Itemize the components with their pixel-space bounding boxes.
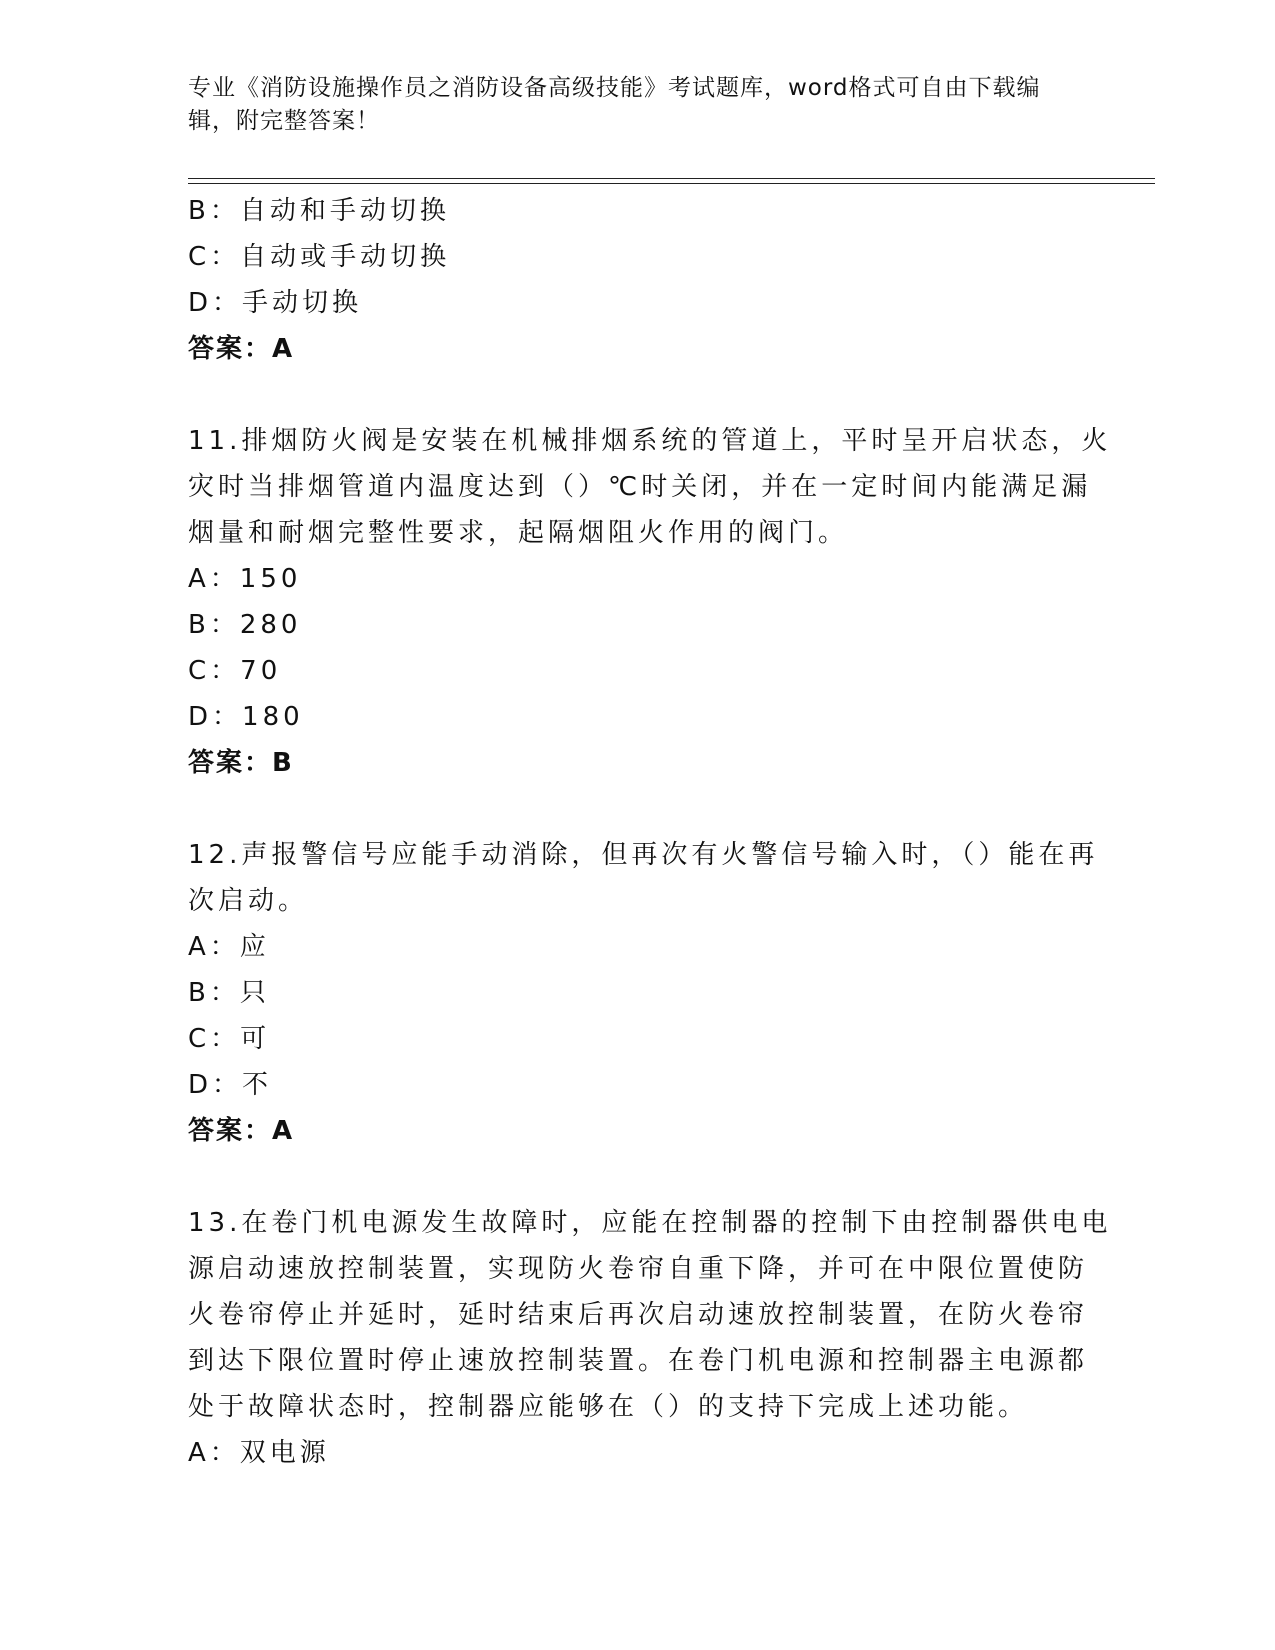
- spacer: [188, 1154, 1088, 1200]
- spacer: [188, 786, 1088, 832]
- header-line-1: 专业《消防设施操作员之消防设备高级技能》考试题库，word格式可自由下载编: [188, 75, 1041, 101]
- option-c: C：自动或手动切换: [188, 242, 451, 272]
- question-text-line: 12.声报警信号应能手动消除，但再次有火警信号输入时，（）能在再: [188, 840, 1099, 870]
- question-13: [188, 1200, 1112, 1476]
- question-text-line: 灾时当排烟管道内温度达到（）℃时关闭，并在一定时间内能满足漏: [188, 472, 1092, 502]
- answer: 答案：A: [188, 1116, 295, 1146]
- question-text-line: 到达下限位置时停止速放控制装置。在卷门机电源和控制器主电源都: [188, 1346, 1089, 1376]
- option-a: A：双电源: [188, 1438, 330, 1468]
- question-text-line: 处于故障状态时，控制器应能够在（）的支持下完成上述功能。: [188, 1392, 1029, 1422]
- question-text-line: 烟量和耐烟完整性要求，起隔烟阻火作用的阀门。: [188, 518, 849, 548]
- option-c: C：可: [188, 1024, 271, 1054]
- header-divider-bottom: [188, 183, 1155, 184]
- question-list: [188, 188, 1112, 1476]
- option-d: D：180: [188, 702, 304, 732]
- question-text-line: 11.排烟防火阀是安装在机械排烟系统的管道上，平时呈开启状态，火: [188, 426, 1112, 456]
- spacer: [188, 372, 1088, 418]
- option-b: B：280: [188, 610, 302, 640]
- option-a: A：应: [188, 932, 270, 962]
- header-divider-top: [188, 178, 1155, 179]
- question-text-line: 源启动速放控制装置，实现防火卷帘自重下降，并可在中限位置使防: [188, 1254, 1089, 1284]
- option-b: B：自动和手动切换: [188, 196, 450, 226]
- answer: 答案：A: [188, 334, 295, 364]
- option-c: C：70: [188, 656, 282, 686]
- option-d: D：不: [188, 1070, 273, 1100]
- question-text-line: 火卷帘停止并延时，延时结束后再次启动速放控制装置，在防火卷帘: [188, 1300, 1089, 1330]
- question-10-continued: [188, 188, 1088, 372]
- option-b: B：只: [188, 978, 270, 1008]
- question-12: [188, 832, 1099, 1154]
- option-a: A：150: [188, 564, 302, 594]
- question-text-line: 次启动。: [188, 886, 309, 916]
- answer: 答案：B: [188, 748, 294, 778]
- option-d: D：手动切换: [188, 288, 363, 318]
- header-line-2: 辑，附完整答案！: [188, 108, 380, 134]
- question-text-line: 13.在卷门机电源发生故障时，应能在控制器的控制下由控制器供电电: [188, 1208, 1112, 1238]
- question-11: [188, 418, 1112, 786]
- document-header: [188, 72, 1088, 138]
